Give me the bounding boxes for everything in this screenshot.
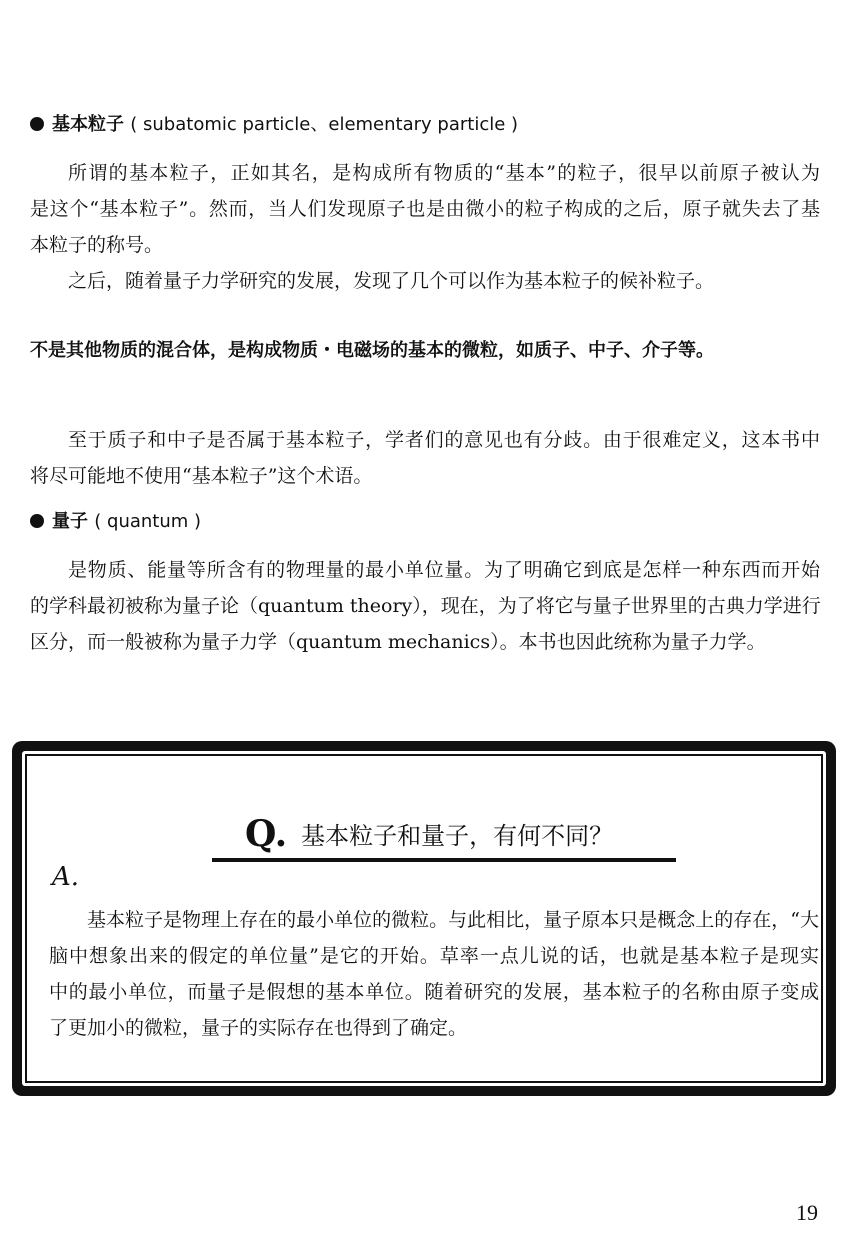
text-line: 是物质、能量等所含有的物理量的最小单位量。为了明确它到底是怎样一种东西而开始 — [68, 559, 820, 581]
text-line: 基本粒子是物理上存在的最小单位的微粒。与此相比，量子原本只是概念上的存在，“大 — [87, 909, 819, 931]
text-line: 之后，随着量子力学研究的发展，发现了几个可以作为基本粒子的候补粒子。 — [68, 270, 715, 292]
paragraph-quantum — [30, 552, 820, 660]
text-line: 是这个“基本粒子”。然而，当人们发现原子也是由微小的粒子构成的之后，原子就失去了基 — [30, 198, 820, 220]
paragraph-elementary-intro — [30, 155, 820, 299]
text-line: 的学科最初被称为量子论（quantum theory），现在，为了将它与量子世界里的古典力学进行 — [30, 595, 821, 617]
section-heading-elementary-particle — [30, 113, 518, 137]
definition-text: 不是其他物质的混合体，是构成物质・电磁场的基本的微粒，如质子、中子、介子等。 — [30, 340, 714, 361]
page-number: 19 — [796, 1200, 818, 1225]
text-line: 将尽可能地不使用“基本粒子”这个术语。 — [30, 465, 373, 487]
text-line: 中的最小单位，而量子是假想的基本单位。随着研究的发展，基本粒子的名称由原子变成 — [49, 981, 819, 1003]
text-line: 至于质子和中子是否属于基本粒子，学者们的意见也有分歧。由于很难定义，这本书中 — [68, 429, 820, 451]
answer-text — [49, 902, 819, 1046]
q-mark: Q. — [245, 813, 288, 855]
heading-text: 量子 — [52, 511, 88, 532]
question-text: 基本粒子和量子，有何不同？ — [301, 822, 614, 850]
question-title — [245, 814, 613, 856]
text-line: 本粒子的称号。 — [30, 234, 164, 256]
heading-english: ( subatomic particle、elementary particle ) — [130, 114, 519, 135]
heading-text: 基本粒子 — [52, 114, 124, 135]
bullet-icon — [30, 117, 44, 131]
section-heading-quantum — [30, 510, 201, 534]
qa-box — [12, 741, 836, 1096]
a-mark: A. — [52, 862, 80, 892]
bullet-icon — [30, 514, 44, 528]
text-line: 了更加小的微粒，量子的实际存在也得到了确定。 — [49, 1017, 468, 1039]
text-line: 区分，而一般被称为量子力学（quantum mechanics）。本书也因此统称为量子力学。 — [30, 631, 766, 653]
text-line: 脑中想象出来的假定的单位量”是它的开始。草率一点儿说的话，也就是基本粒子是现实 — [49, 945, 819, 967]
question-underline — [212, 858, 676, 862]
text-line: 所谓的基本粒子，正如其名，是构成所有物质的“基本”的粒子，很早以前原子被认为 — [68, 162, 820, 184]
heading-english: ( quantum ) — [94, 511, 202, 532]
paragraph-note — [30, 422, 820, 494]
